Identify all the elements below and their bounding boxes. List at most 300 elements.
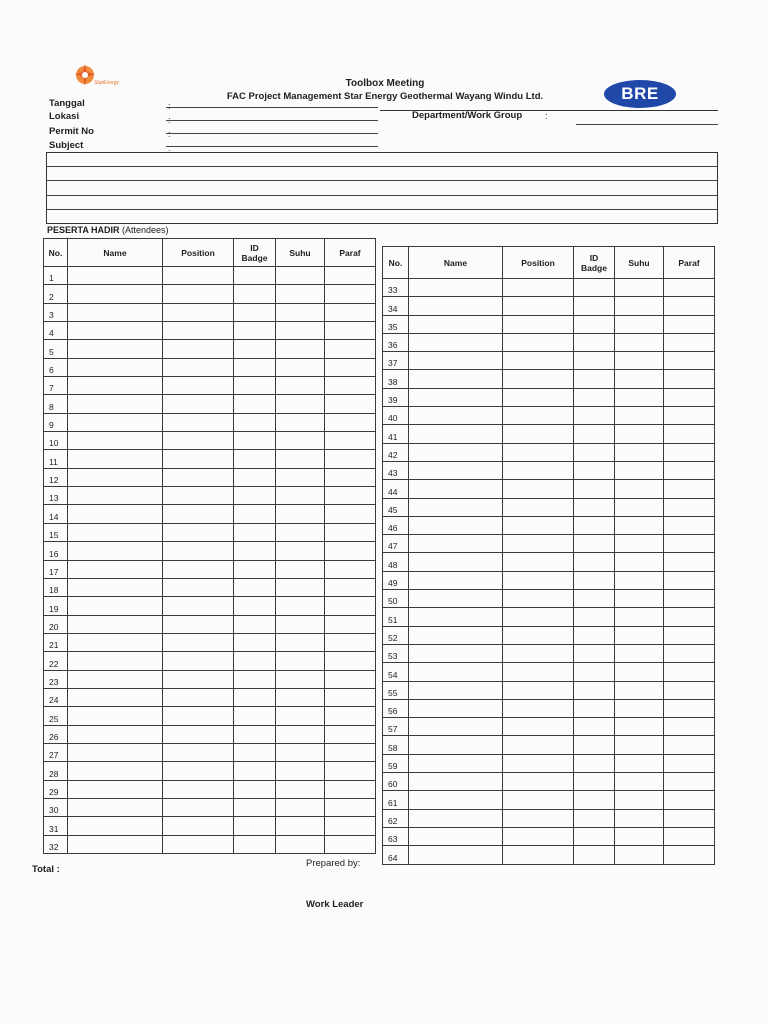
id-badge-cell[interactable] [234, 597, 276, 615]
name-cell[interactable] [409, 809, 503, 827]
paraf-cell[interactable] [664, 425, 715, 443]
subject-field[interactable] [166, 146, 378, 147]
id-badge-cell[interactable] [574, 773, 615, 791]
suhu-cell[interactable] [615, 297, 664, 315]
name-cell[interactable] [409, 443, 503, 461]
paraf-cell[interactable] [664, 535, 715, 553]
id-badge-cell[interactable] [234, 578, 276, 596]
paraf-cell[interactable] [325, 303, 376, 321]
suhu-cell[interactable] [615, 407, 664, 425]
id-badge-cell[interactable] [574, 461, 615, 479]
paraf-cell[interactable] [325, 817, 376, 835]
suhu-cell[interactable] [615, 718, 664, 736]
position-cell[interactable] [503, 388, 574, 406]
paraf-cell[interactable] [664, 718, 715, 736]
name-cell[interactable] [409, 626, 503, 644]
id-badge-cell[interactable] [574, 718, 615, 736]
suhu-cell[interactable] [276, 413, 325, 431]
id-badge-cell[interactable] [574, 791, 615, 809]
paraf-cell[interactable] [325, 542, 376, 560]
paraf-cell[interactable] [325, 505, 376, 523]
position-cell[interactable] [163, 468, 234, 486]
id-badge-cell[interactable] [234, 652, 276, 670]
name-cell[interactable] [68, 395, 163, 413]
position-cell[interactable] [163, 688, 234, 706]
name-cell[interactable] [409, 333, 503, 351]
id-badge-cell[interactable] [234, 395, 276, 413]
position-cell[interactable] [503, 407, 574, 425]
paraf-cell[interactable] [325, 267, 376, 285]
name-cell[interactable] [68, 267, 163, 285]
tanggal-field[interactable] [166, 107, 378, 108]
position-cell[interactable] [503, 516, 574, 534]
id-badge-cell[interactable] [574, 553, 615, 571]
paraf-cell[interactable] [664, 608, 715, 626]
id-badge-cell[interactable] [234, 542, 276, 560]
suhu-cell[interactable] [615, 388, 664, 406]
paraf-cell[interactable] [664, 571, 715, 589]
position-cell[interactable] [163, 743, 234, 761]
position-cell[interactable] [163, 505, 234, 523]
position-cell[interactable] [163, 340, 234, 358]
name-cell[interactable] [68, 358, 163, 376]
paraf-cell[interactable] [325, 468, 376, 486]
suhu-cell[interactable] [615, 352, 664, 370]
paraf-cell[interactable] [325, 285, 376, 303]
paraf-cell[interactable] [664, 443, 715, 461]
paraf-cell[interactable] [325, 523, 376, 541]
position-cell[interactable] [163, 358, 234, 376]
subject-box[interactable] [46, 152, 718, 224]
paraf-cell[interactable] [325, 707, 376, 725]
position-cell[interactable] [503, 425, 574, 443]
name-cell[interactable] [409, 571, 503, 589]
position-cell[interactable] [503, 827, 574, 845]
name-cell[interactable] [68, 633, 163, 651]
position-cell[interactable] [503, 736, 574, 754]
position-cell[interactable] [163, 542, 234, 560]
name-cell[interactable] [409, 297, 503, 315]
suhu-cell[interactable] [276, 578, 325, 596]
name-cell[interactable] [68, 707, 163, 725]
name-cell[interactable] [409, 663, 503, 681]
suhu-cell[interactable] [615, 846, 664, 864]
id-badge-cell[interactable] [234, 780, 276, 798]
position-cell[interactable] [503, 571, 574, 589]
position-cell[interactable] [163, 633, 234, 651]
position-cell[interactable] [503, 279, 574, 297]
id-badge-cell[interactable] [574, 516, 615, 534]
name-cell[interactable] [409, 370, 503, 388]
position-cell[interactable] [503, 644, 574, 662]
position-cell[interactable] [163, 578, 234, 596]
name-cell[interactable] [409, 407, 503, 425]
paraf-cell[interactable] [325, 688, 376, 706]
position-cell[interactable] [163, 597, 234, 615]
paraf-cell[interactable] [325, 413, 376, 431]
id-badge-cell[interactable] [574, 699, 615, 717]
id-badge-cell[interactable] [574, 333, 615, 351]
id-badge-cell[interactable] [574, 644, 615, 662]
position-cell[interactable] [503, 754, 574, 772]
position-cell[interactable] [163, 670, 234, 688]
name-cell[interactable] [68, 670, 163, 688]
id-badge-cell[interactable] [234, 633, 276, 651]
suhu-cell[interactable] [276, 340, 325, 358]
paraf-cell[interactable] [664, 480, 715, 498]
suhu-cell[interactable] [615, 279, 664, 297]
id-badge-cell[interactable] [574, 297, 615, 315]
paraf-cell[interactable] [664, 791, 715, 809]
suhu-cell[interactable] [276, 743, 325, 761]
paraf-cell[interactable] [664, 553, 715, 571]
name-cell[interactable] [68, 688, 163, 706]
paraf-cell[interactable] [664, 846, 715, 864]
paraf-cell[interactable] [325, 615, 376, 633]
position-cell[interactable] [503, 333, 574, 351]
paraf-cell[interactable] [325, 322, 376, 340]
paraf-cell[interactable] [664, 773, 715, 791]
paraf-cell[interactable] [325, 762, 376, 780]
name-cell[interactable] [68, 468, 163, 486]
paraf-cell[interactable] [325, 798, 376, 816]
paraf-cell[interactable] [664, 663, 715, 681]
position-cell[interactable] [163, 450, 234, 468]
suhu-cell[interactable] [615, 516, 664, 534]
paraf-cell[interactable] [325, 560, 376, 578]
name-cell[interactable] [68, 303, 163, 321]
paraf-cell[interactable] [325, 578, 376, 596]
suhu-cell[interactable] [276, 652, 325, 670]
paraf-cell[interactable] [325, 725, 376, 743]
id-badge-cell[interactable] [234, 285, 276, 303]
name-cell[interactable] [409, 461, 503, 479]
name-cell[interactable] [68, 615, 163, 633]
id-badge-cell[interactable] [234, 322, 276, 340]
name-cell[interactable] [409, 516, 503, 534]
position-cell[interactable] [503, 809, 574, 827]
position-cell[interactable] [163, 487, 234, 505]
suhu-cell[interactable] [615, 773, 664, 791]
paraf-cell[interactable] [664, 297, 715, 315]
id-badge-cell[interactable] [234, 487, 276, 505]
position-cell[interactable] [163, 817, 234, 835]
position-cell[interactable] [503, 297, 574, 315]
paraf-cell[interactable] [325, 450, 376, 468]
name-cell[interactable] [68, 542, 163, 560]
suhu-cell[interactable] [276, 560, 325, 578]
position-cell[interactable] [503, 773, 574, 791]
id-badge-cell[interactable] [234, 817, 276, 835]
id-badge-cell[interactable] [574, 425, 615, 443]
suhu-cell[interactable] [615, 827, 664, 845]
position-cell[interactable] [503, 352, 574, 370]
id-badge-cell[interactable] [574, 480, 615, 498]
id-badge-cell[interactable] [574, 754, 615, 772]
paraf-cell[interactable] [664, 699, 715, 717]
position-cell[interactable] [503, 443, 574, 461]
suhu-cell[interactable] [276, 358, 325, 376]
paraf-cell[interactable] [664, 590, 715, 608]
suhu-cell[interactable] [615, 736, 664, 754]
paraf-cell[interactable] [664, 388, 715, 406]
id-badge-cell[interactable] [574, 626, 615, 644]
position-cell[interactable] [503, 626, 574, 644]
name-cell[interactable] [409, 480, 503, 498]
name-cell[interactable] [409, 535, 503, 553]
id-badge-cell[interactable] [234, 450, 276, 468]
id-badge-cell[interactable] [574, 571, 615, 589]
suhu-cell[interactable] [615, 791, 664, 809]
paraf-cell[interactable] [664, 498, 715, 516]
id-badge-cell[interactable] [234, 560, 276, 578]
id-badge-cell[interactable] [234, 725, 276, 743]
name-cell[interactable] [68, 377, 163, 395]
name-cell[interactable] [68, 340, 163, 358]
id-badge-cell[interactable] [574, 809, 615, 827]
name-cell[interactable] [409, 699, 503, 717]
paraf-cell[interactable] [325, 633, 376, 651]
id-badge-cell[interactable] [574, 535, 615, 553]
name-cell[interactable] [68, 560, 163, 578]
suhu-cell[interactable] [276, 523, 325, 541]
suhu-cell[interactable] [276, 615, 325, 633]
position-cell[interactable] [163, 725, 234, 743]
suhu-cell[interactable] [276, 707, 325, 725]
paraf-cell[interactable] [325, 395, 376, 413]
id-badge-cell[interactable] [234, 432, 276, 450]
id-badge-cell[interactable] [574, 315, 615, 333]
suhu-cell[interactable] [276, 468, 325, 486]
name-cell[interactable] [68, 835, 163, 853]
position-cell[interactable] [163, 267, 234, 285]
position-cell[interactable] [163, 395, 234, 413]
paraf-cell[interactable] [664, 754, 715, 772]
id-badge-cell[interactable] [574, 846, 615, 864]
id-badge-cell[interactable] [574, 681, 615, 699]
position-cell[interactable] [163, 798, 234, 816]
paraf-cell[interactable] [664, 352, 715, 370]
id-badge-cell[interactable] [234, 670, 276, 688]
position-cell[interactable] [503, 791, 574, 809]
name-cell[interactable] [409, 827, 503, 845]
suhu-cell[interactable] [615, 461, 664, 479]
position-cell[interactable] [163, 762, 234, 780]
position-cell[interactable] [503, 535, 574, 553]
id-badge-cell[interactable] [234, 835, 276, 853]
name-cell[interactable] [68, 432, 163, 450]
position-cell[interactable] [503, 461, 574, 479]
name-cell[interactable] [409, 388, 503, 406]
suhu-cell[interactable] [276, 322, 325, 340]
suhu-cell[interactable] [615, 480, 664, 498]
paraf-cell[interactable] [664, 626, 715, 644]
paraf-cell[interactable] [664, 461, 715, 479]
name-cell[interactable] [68, 450, 163, 468]
name-cell[interactable] [68, 762, 163, 780]
suhu-cell[interactable] [276, 542, 325, 560]
suhu-cell[interactable] [276, 432, 325, 450]
suhu-cell[interactable] [615, 315, 664, 333]
id-badge-cell[interactable] [234, 798, 276, 816]
name-cell[interactable] [68, 798, 163, 816]
name-cell[interactable] [68, 487, 163, 505]
name-cell[interactable] [68, 285, 163, 303]
name-cell[interactable] [409, 644, 503, 662]
suhu-cell[interactable] [615, 590, 664, 608]
name-cell[interactable] [409, 279, 503, 297]
name-cell[interactable] [409, 553, 503, 571]
position-cell[interactable] [503, 681, 574, 699]
name-cell[interactable] [68, 817, 163, 835]
name-cell[interactable] [409, 352, 503, 370]
name-cell[interactable] [68, 652, 163, 670]
suhu-cell[interactable] [615, 663, 664, 681]
name-cell[interactable] [409, 718, 503, 736]
paraf-cell[interactable] [325, 432, 376, 450]
id-badge-cell[interactable] [234, 340, 276, 358]
paraf-cell[interactable] [325, 835, 376, 853]
permit-no-field[interactable] [166, 133, 378, 134]
suhu-cell[interactable] [615, 425, 664, 443]
name-cell[interactable] [68, 505, 163, 523]
position-cell[interactable] [503, 553, 574, 571]
paraf-cell[interactable] [664, 809, 715, 827]
id-badge-cell[interactable] [234, 505, 276, 523]
suhu-cell[interactable] [615, 699, 664, 717]
id-badge-cell[interactable] [234, 762, 276, 780]
paraf-cell[interactable] [325, 652, 376, 670]
position-cell[interactable] [163, 560, 234, 578]
id-badge-cell[interactable] [234, 267, 276, 285]
position-cell[interactable] [163, 432, 234, 450]
department-field[interactable] [576, 124, 718, 125]
paraf-cell[interactable] [664, 333, 715, 351]
suhu-cell[interactable] [276, 285, 325, 303]
name-cell[interactable] [68, 523, 163, 541]
suhu-cell[interactable] [615, 333, 664, 351]
suhu-cell[interactable] [276, 817, 325, 835]
id-badge-cell[interactable] [574, 407, 615, 425]
id-badge-cell[interactable] [234, 303, 276, 321]
name-cell[interactable] [68, 743, 163, 761]
id-badge-cell[interactable] [234, 358, 276, 376]
suhu-cell[interactable] [276, 762, 325, 780]
id-badge-cell[interactable] [234, 615, 276, 633]
name-cell[interactable] [409, 315, 503, 333]
paraf-cell[interactable] [664, 644, 715, 662]
name-cell[interactable] [409, 425, 503, 443]
id-badge-cell[interactable] [234, 523, 276, 541]
name-cell[interactable] [409, 608, 503, 626]
paraf-cell[interactable] [325, 670, 376, 688]
paraf-cell[interactable] [664, 736, 715, 754]
suhu-cell[interactable] [276, 597, 325, 615]
name-cell[interactable] [409, 846, 503, 864]
suhu-cell[interactable] [615, 443, 664, 461]
position-cell[interactable] [503, 699, 574, 717]
suhu-cell[interactable] [276, 670, 325, 688]
id-badge-cell[interactable] [574, 590, 615, 608]
name-cell[interactable] [409, 590, 503, 608]
suhu-cell[interactable] [276, 450, 325, 468]
paraf-cell[interactable] [325, 358, 376, 376]
position-cell[interactable] [163, 835, 234, 853]
position-cell[interactable] [163, 413, 234, 431]
name-cell[interactable] [409, 681, 503, 699]
position-cell[interactable] [163, 377, 234, 395]
paraf-cell[interactable] [325, 743, 376, 761]
paraf-cell[interactable] [664, 370, 715, 388]
id-badge-cell[interactable] [574, 443, 615, 461]
position-cell[interactable] [163, 780, 234, 798]
paraf-cell[interactable] [325, 487, 376, 505]
suhu-cell[interactable] [276, 835, 325, 853]
id-badge-cell[interactable] [234, 377, 276, 395]
paraf-cell[interactable] [325, 780, 376, 798]
suhu-cell[interactable] [276, 725, 325, 743]
paraf-cell[interactable] [325, 597, 376, 615]
suhu-cell[interactable] [615, 681, 664, 699]
name-cell[interactable] [68, 413, 163, 431]
id-badge-cell[interactable] [574, 370, 615, 388]
lokasi-field[interactable] [166, 120, 378, 121]
suhu-cell[interactable] [276, 395, 325, 413]
suhu-cell[interactable] [615, 626, 664, 644]
id-badge-cell[interactable] [574, 608, 615, 626]
suhu-cell[interactable] [276, 780, 325, 798]
name-cell[interactable] [409, 736, 503, 754]
paraf-cell[interactable] [664, 516, 715, 534]
position-cell[interactable] [503, 370, 574, 388]
suhu-cell[interactable] [276, 377, 325, 395]
id-badge-cell[interactable] [234, 413, 276, 431]
position-cell[interactable] [503, 663, 574, 681]
suhu-cell[interactable] [615, 809, 664, 827]
suhu-cell[interactable] [615, 553, 664, 571]
name-cell[interactable] [409, 791, 503, 809]
paraf-cell[interactable] [325, 340, 376, 358]
name-cell[interactable] [68, 578, 163, 596]
position-cell[interactable] [163, 322, 234, 340]
paraf-cell[interactable] [664, 407, 715, 425]
paraf-cell[interactable] [664, 827, 715, 845]
suhu-cell[interactable] [615, 498, 664, 516]
position-cell[interactable] [503, 315, 574, 333]
suhu-cell[interactable] [276, 487, 325, 505]
position-cell[interactable] [163, 303, 234, 321]
position-cell[interactable] [163, 285, 234, 303]
name-cell[interactable] [409, 773, 503, 791]
position-cell[interactable] [163, 615, 234, 633]
name-cell[interactable] [68, 322, 163, 340]
suhu-cell[interactable] [276, 267, 325, 285]
id-badge-cell[interactable] [234, 688, 276, 706]
id-badge-cell[interactable] [574, 498, 615, 516]
suhu-cell[interactable] [615, 644, 664, 662]
id-badge-cell[interactable] [574, 388, 615, 406]
position-cell[interactable] [503, 608, 574, 626]
position-cell[interactable] [503, 498, 574, 516]
paraf-cell[interactable] [325, 377, 376, 395]
id-badge-cell[interactable] [234, 468, 276, 486]
id-badge-cell[interactable] [574, 663, 615, 681]
name-cell[interactable] [68, 780, 163, 798]
id-badge-cell[interactable] [574, 736, 615, 754]
position-cell[interactable] [163, 523, 234, 541]
suhu-cell[interactable] [615, 370, 664, 388]
paraf-cell[interactable] [664, 279, 715, 297]
